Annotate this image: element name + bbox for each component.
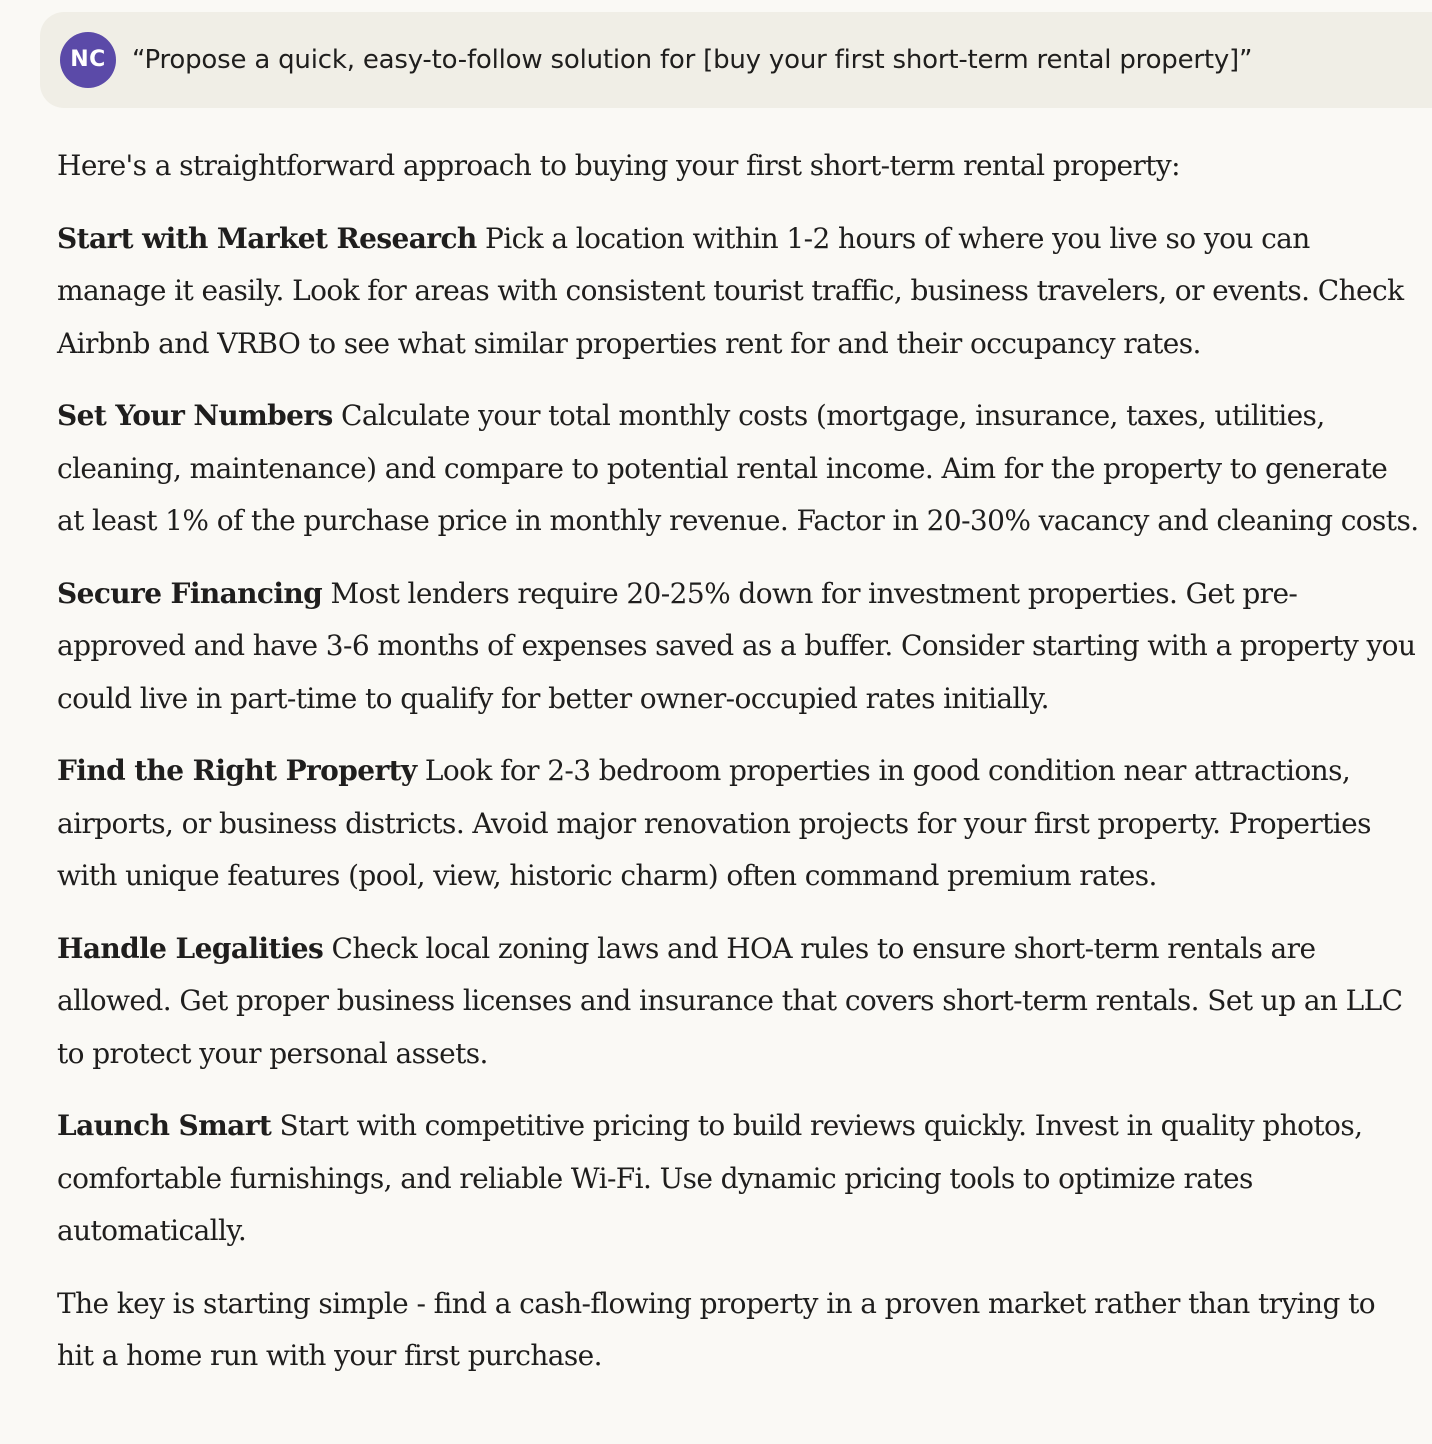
section-heading: Launch Smart [57,1109,272,1142]
response-section [57,923,1419,1081]
section-heading: Handle Legalities [57,931,324,965]
response-conclusion: The key is starting simple - find a cash-flowing property in a proven market rather than trying to hit a home run with your first purchase. [57,1286,1375,1372]
response-section [57,1100,1419,1258]
section-body: Pick a location within 1-2 hours of where you live so you can manage it easily. Look for areas with consistent tourist traffic, business travelers, or events. Check Airbnb and VRBO to see what similar properties rent for and their occupancy rates. [57,221,1404,360]
assistant-response [57,140,1419,1403]
response-section [57,390,1419,548]
section-heading: Set Your Numbers [57,399,333,432]
user-message-bubble [40,12,1432,108]
response-section [57,745,1419,903]
user-avatar[interactable]: NC [60,32,116,88]
response-intro: Here's a straightforward approach to buying your first short-term rental property: [57,149,1180,182]
section-body: Calculate your total monthly costs (mortgage, insurance, taxes, utilities, cleaning, maintenance) and compare to potential rental income. Aim for the property to generate at least 1% of the purchase price in monthly revenue. Factor in 20-30% vacancy and cleaning costs. [57,399,1419,537]
section-body: Start with competitive pricing to build reviews quickly. Invest in quality photos, comfortable furnishings, and reliable Wi-Fi. Use dynamic pricing tools to optimize rates automatically. [57,1109,1363,1247]
section-body: Check local zoning laws and HOA rules to ensure short-term rentals are allowed. Get proper business licenses and insurance that covers short-term rentals. Set up an LLC to protect your personal assets. [57,931,1403,1070]
section-heading: Secure Financing [57,576,323,610]
section-body: Most lenders require 20-25% down for investment properties. Get pre-approved and have 3-6 months of expenses saved as a buffer. Consider starting with a property you could live in part-time to qualify for better owner-occupied rates initially. [57,576,1416,715]
user-message-text: “Propose a quick, easy-to-follow solution for [buy your first short-term rental property]” [132,45,1253,75]
section-body: Look for 2-3 bedroom properties in good condition near attractions, airports, or business districts. Avoid major renovation projects for your first property. Properties with unique features (pool, view, historic charm) often command premium rates. [57,754,1371,892]
section-heading: Find the Right Property [57,754,417,787]
response-section [57,568,1419,726]
section-heading: Start with Market Research [57,221,477,255]
response-section [57,213,1419,371]
